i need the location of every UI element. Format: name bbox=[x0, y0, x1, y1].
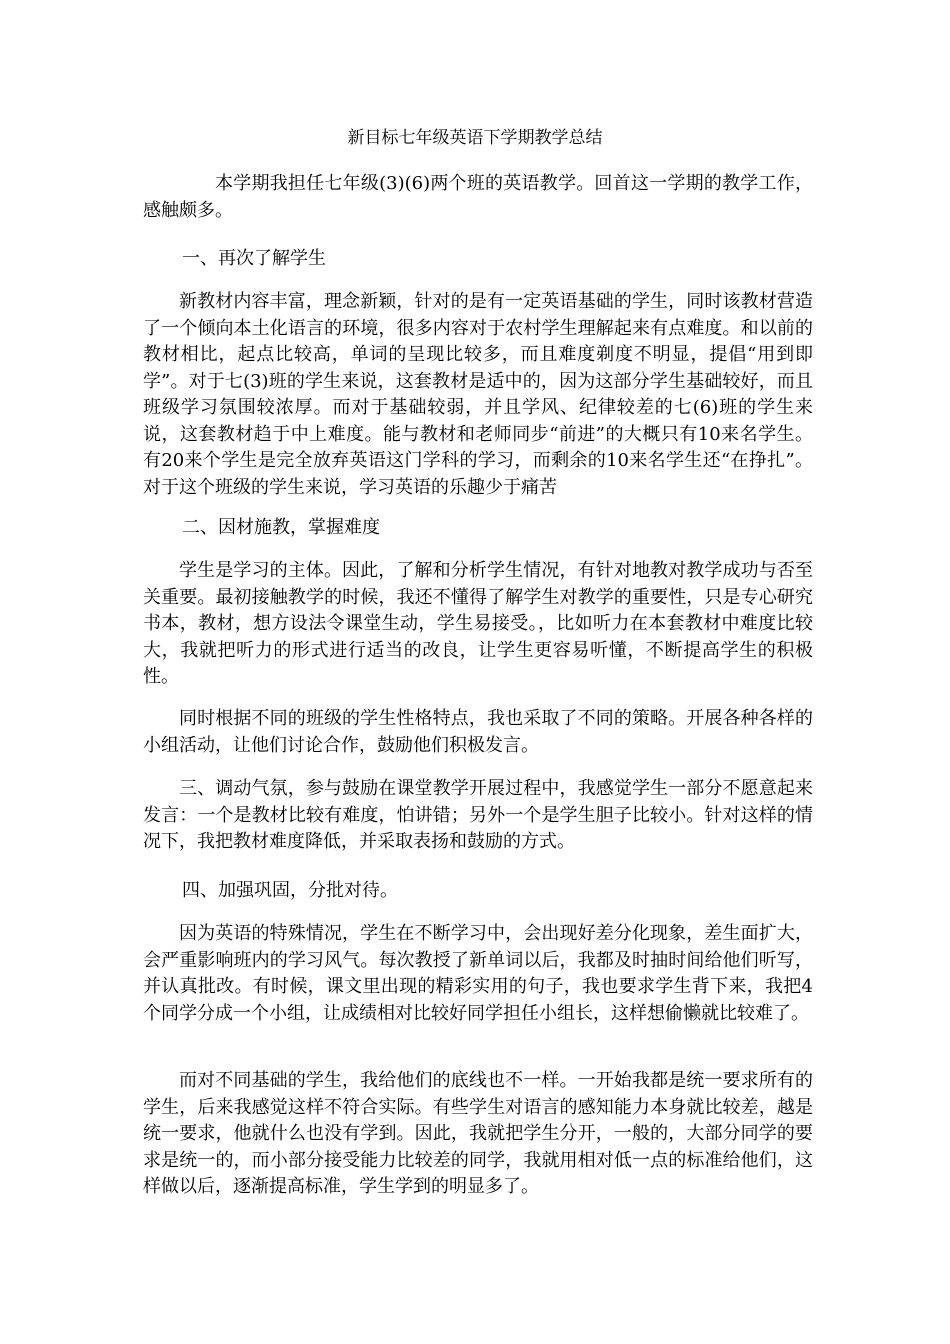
section-2-paragraph-1: 学生是学习的主体。因此，了解和分析学生情况，有针对地教对教学成功与否至关重要。最初接触教学的时候，我还不懂得了解学生对教学的重要性，只是专心研究书本，教材，想方设法令课堂生动，学生易接受。，比如听力在本套教材中难度比较大，我就把听力的形式进行适当的改良，让学生更容易听懂，不断提高学生的积极性。 bbox=[143, 560, 813, 687]
intro-paragraph: 本学期我担任七年级(3)(6)两个班的英语教学。回首这一学期的教学工作，感触颇多。 bbox=[143, 173, 813, 221]
section-4-paragraph-1: 因为英语的特殊情况，学生在不断学习中，会出现好差分化现象，差生面扩大，会严重影响班内的学习风气。每次教授了新单词以后，我都及时抽时间给他们听写，并认真批改。有时候，课文里出现的精彩实用的句子，我也要求学生背下来，我把4个同学分成一个小组，让成绩相对比较好同学担任小组长，这样想偷懒就比较难了。 bbox=[143, 923, 813, 1024]
section-4-paragraph-2: 而对不同基础的学生，我给他们的底线也不一样。一开始我都是统一要求所有的学生，后来我感觉这样不符合实际。有些学生对语言的感知能力本身就比较差，越是统一要求，他就什么也没有学到。因此，我就把学生分开，一般的，大部分同学的要求是统一的，而小部分接受能力比较差的同学，我就用相对低一点的标准给他们，这样做以后，逐渐提高标准，学生学到的明显多了。 bbox=[143, 1070, 813, 1197]
section-1-heading: 一、再次了解学生 bbox=[182, 248, 326, 269]
section-3-paragraph: 三、调动气氛，参与鼓励在课堂教学开展过程中，我感觉学生一部分不愿意起来发言：一个是教材比较有难度，怕讲错；另外一个是学生胆子比较小。针对这样的情况下，我把教材难度降低，并采取表扬和鼓励的方式。 bbox=[143, 778, 813, 852]
document-title: 新目标七年级英语下学期教学总结 bbox=[347, 128, 603, 148]
section-2-heading: 二、因材施教，掌握难度 bbox=[182, 517, 380, 538]
section-1-paragraph: 新教材内容丰富，理念新颖，针对的是有一定英语基础的学生，同时该教材营造了一个倾向本土化语言的环境，很多内容对于农村学生理解起来有点难度。和以前的教材相比，起点比较高，单词的呈现比较多，而且难度剃度不明显，提倡“用到即学”。对于七(3)班的学生来说，这套教材是适中的，因为这部分学生基础较好，而且班级学习氛围较浓厚。而对于基础较弱，并且学风、纪律较差的七(6)班的学生来说，这套教材趋于中上难度。能与教材和老师同步“前进”的大概只有10来名学生。有20来个学生是完全放弃英语这门学科的学习，而剩余的10来名学生还“在挣扎”。对于这个班级的学生来说，学习英语的乐趣少于痛苦 bbox=[143, 291, 813, 498]
section-2-paragraph-2: 同时根据不同的班级的学生性格特点，我也采取了不同的策略。开展各种各样的小组活动，让他们讨论合作，鼓励他们积极发言。 bbox=[143, 708, 813, 756]
section-4-heading: 四、加强巩固，分批对待。 bbox=[182, 880, 398, 901]
